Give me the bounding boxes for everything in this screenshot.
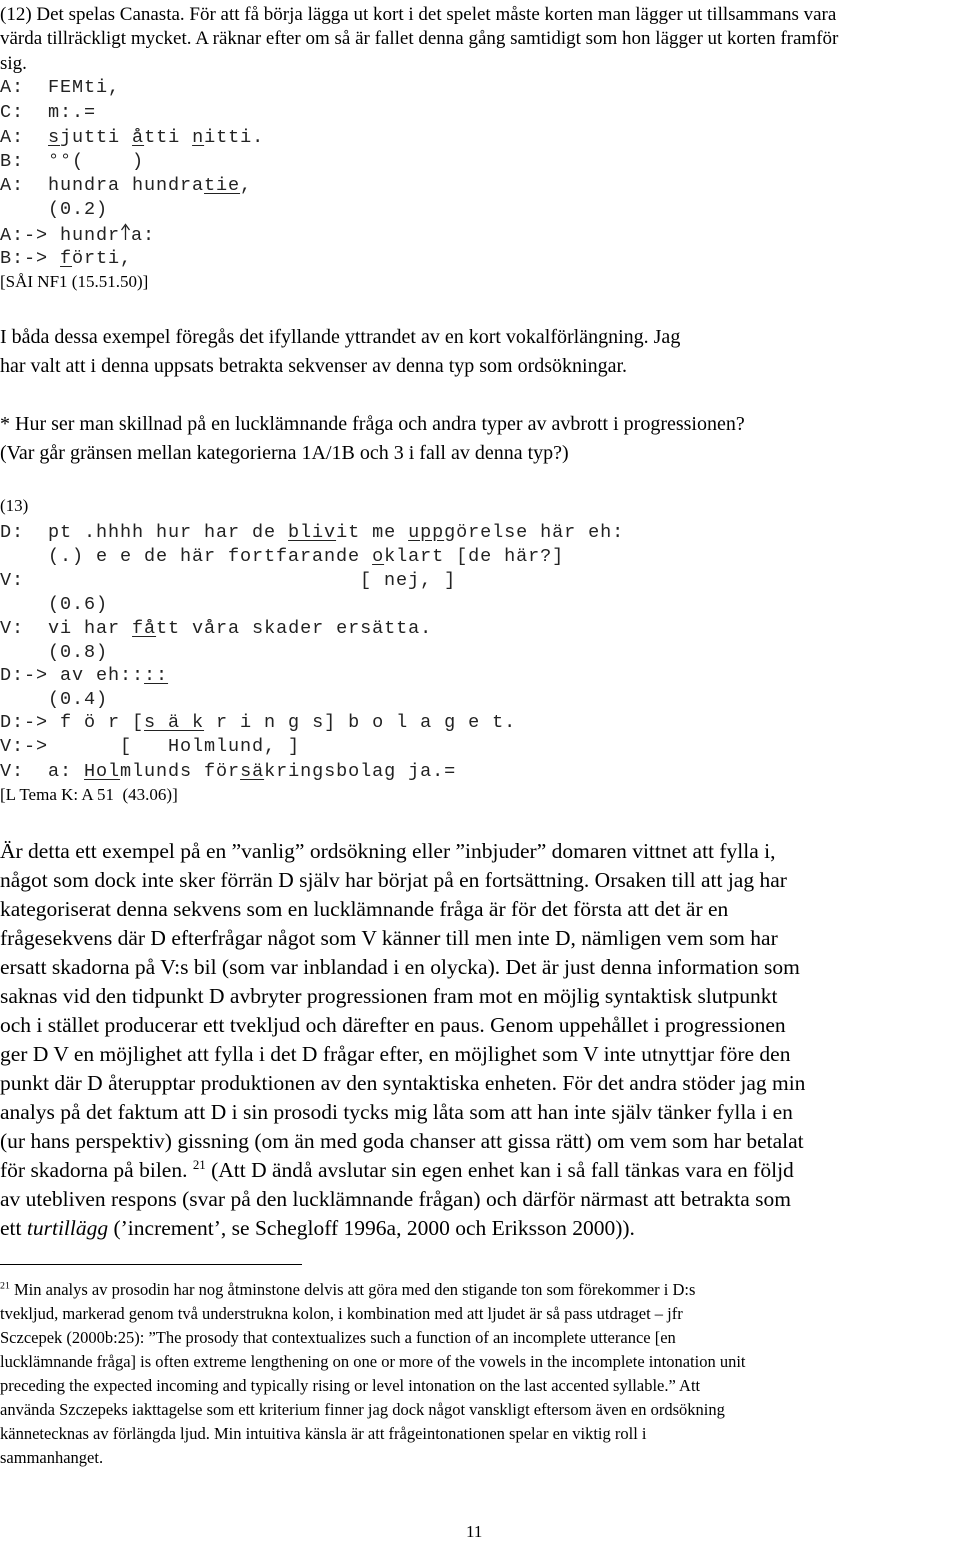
transcript-line: V:-> [ Holmlund, ] (0, 736, 301, 757)
transcript-line: (0.2) (0, 199, 109, 220)
transcript-line: D:-> f ö r [s ä k r i n g s] b o l a g e t. (0, 712, 517, 733)
transcript-line: A: FEMti, (0, 77, 121, 98)
transcript-line: V: a: Holmlunds försäkringsbolag ja.= (0, 761, 457, 782)
transcript-line: D:-> av eh:::: (0, 665, 169, 686)
body-line: punkt där D återupptar produktionen av den syntaktiska enheten. För det andra stöder jag min (0, 1071, 806, 1095)
intro-line-1: (12) Det spelas Canasta. För att få börja lägga ut kort i det spelet måste korten man lägger ut tillsammans vara (0, 4, 837, 25)
body-line: och i stället producerar ett tvekljud och därefter en paus. Genom uppehållet i progressionen (0, 1013, 786, 1037)
body-line: kategoriserat denna sekvens som en lucklämnande fråga är för det första att det är en (0, 897, 729, 921)
body-line: ett turtillägg (’increment’, se Schegloff 1996a, 2000 och Eriksson 2000)). (0, 1216, 635, 1240)
example-number: (13) (0, 496, 29, 515)
transcript-line: C: m:.= (0, 102, 97, 123)
example-reference: [SÅI NF1 (15.51.50)] (0, 272, 149, 291)
transcript-line: V: vi har fått våra skader ersätta. (0, 618, 433, 639)
body-line: Är detta ett exempel på en ”vanlig” ordsökning eller ”inbjuder” domaren vittnet att fylla i, (0, 839, 776, 863)
intro-line-2: värda tillräckligt mycket. A räknar efter om så är fallet denna gång samtidigt som hon lägger ut korten framför (0, 28, 839, 49)
intro-line-3: sig. (0, 53, 27, 74)
footnote-ref[interactable]: 21 (192, 1157, 206, 1172)
page-number: 11 (466, 1522, 483, 1541)
transcript-line: (0.6) (0, 594, 109, 615)
body-line: ersatt skadorna på V:s bil (som var inblandad i en olycka). Det är just denna information som (0, 955, 800, 979)
paragraph-line: (Var går gränsen mellan kategorierna 1A/1B och 3 i fall av denna typ?) (0, 442, 569, 464)
footnote-line: $^{21}$ Min analys av prosodin har nog åtminstone delvis att göra med den stigande ton som förekommer i D:s (0, 1280, 696, 1299)
body-line: ger D V en möjlighet att fylla i det D frågar efter, en möjlighet som V inte utnyttjar före den (0, 1042, 791, 1066)
footnote-separator (0, 1264, 302, 1265)
footnote-line: kännetecknas av förlängda ljud. Min intuitiva känsla är att frågeintonationen spelar en viktig roll i (0, 1424, 647, 1443)
transcript-line: D: pt .hhhh hur har de blivit me uppgörelse här eh: (0, 522, 625, 543)
footnote-line: preceding the expected incoming and typically rising or level intonation on the last accented syllable.” Att (0, 1376, 701, 1395)
body-line: av utebliven respons (svar på den lucklämnande frågan) och därför närmast att betrakta som (0, 1187, 792, 1211)
paragraph-line: I båda dessa exempel föregås det ifyllande yttrandet av en kort vokalförlängning. Jag (0, 326, 681, 348)
footnote-line: lucklämnande fråga] is often extreme lengthening on one or more of the vowels in the incomplete intonation unit (0, 1352, 746, 1371)
rising-arrow-icon (120, 223, 131, 239)
body-line: frågesekvens där D efterfrågar något som V känner till men inte D, nämligen vem som har (0, 926, 778, 950)
body-line: analys på det faktum att D i sin prosodi tycks mig låta som att han inte själv tänker fylla i en (0, 1100, 793, 1124)
footnote-line: använda Szczepeks iakttagelse som ett kriterium finner jag dock något vanskligt eftersom även en ordsökning (0, 1400, 725, 1419)
body-line: saknas vid den tidpunkt D avbryter progressionen fram mot en möjlig syntaktisk slutpunkt (0, 984, 778, 1008)
example-reference: [L Tema K: A 51 (43.06)] (0, 785, 178, 804)
body-line: för skadorna på bilen. $^{21}$ (Att D ändå avslutar sin egen enhet kan i så fall tänkas vara en följd (0, 1157, 794, 1182)
transcript-line: V: [ nej, ] (0, 570, 457, 591)
transcript-line: B: °°( ) (0, 151, 145, 172)
transcript-line: (.) e e de här fortfarande oklart [de här?] (0, 546, 565, 567)
footnote-line: sammanhanget. (0, 1448, 104, 1467)
paragraph-line: * Hur ser man skillnad på en lucklämnande fråga och andra typer av avbrott i progressionen? (0, 413, 745, 435)
footnote-line: tvekljud, markerad genom två understrukna kolon, i kombination med att ljudet är så pass utdraget – jfr (0, 1304, 683, 1323)
footnote-line: Sczcepek (2000b:25): ”The prosody that contextualizes such a function of an incomplete utterance [en (0, 1328, 676, 1347)
body-line: (ur hans perspektiv) gissning (om än med goda chanser att gissa rätt) om vem som har betalat (0, 1129, 804, 1153)
transcript-line: (0.4) (0, 689, 109, 710)
transcript-line: A: hundra hundratie, (0, 175, 253, 196)
transcript-line: A: sjutti åtti nitti. (0, 127, 265, 148)
transcript-line: (0.8) (0, 642, 109, 663)
transcript-line: A:-> hundr a: (0, 225, 156, 246)
paragraph-line: har valt att i denna uppsats betrakta sekvenser av denna typ som ordsökningar. (0, 355, 628, 377)
body-line: något som dock inte sker förrän D själv har börjat på en fortsättning. Orsaken till att jag har (0, 868, 787, 892)
transcript-line: B:-> förti, (0, 248, 133, 269)
